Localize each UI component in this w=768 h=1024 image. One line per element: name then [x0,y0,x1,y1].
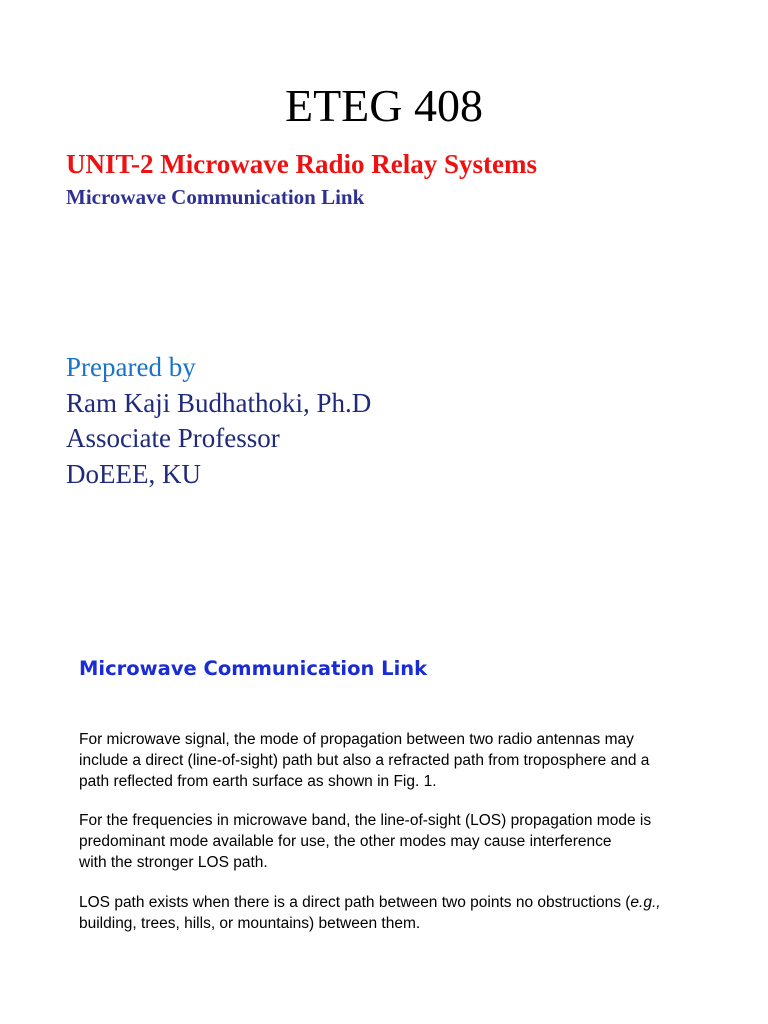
paragraph-line: building, trees, hills, or mountains) between them. [79,915,421,932]
paragraph-line: with the stronger LOS path. [79,854,268,871]
paragraph-line: predominant mode available for use, the other modes may cause interference [79,833,612,850]
section-heading: Microwave Communication Link [79,657,428,680]
paragraph-line [79,892,739,913]
paragraph-line: For microwave signal, the mode of propagation between two radio antennas may [79,731,634,748]
paragraph-propagation-modes [79,729,739,792]
paragraph-los-definition [79,892,739,934]
author-block [66,350,371,492]
author-department: DoEEE, KU [66,458,201,489]
paragraph-line: path reflected from earth surface as shown in Fig. 1. [79,773,437,790]
paragraph-los-dominant [79,810,739,873]
eg-italic-text: e.g., [630,894,661,911]
course-title: ETEG 408 [284,80,483,131]
paragraph-text: LOS path exists when there is a direct path between two points no obstructions ( [79,894,631,911]
paragraph-line: include a direct (line-of-sight) path but also a refracted path from troposphere and a [79,752,650,769]
unit-subtitle: Microwave Communication Link [66,185,365,209]
author-position: Associate Professor [66,423,280,453]
paragraph-line: For the frequencies in microwave band, the line-of-sight (LOS) propagation mode is [79,812,652,829]
prepared-by-label: Prepared by [66,352,196,382]
author-name: Ram Kaji Budhathoki, Ph.D [66,387,372,418]
unit-title: UNIT-2 Microwave Radio Relay Systems [66,149,537,179]
